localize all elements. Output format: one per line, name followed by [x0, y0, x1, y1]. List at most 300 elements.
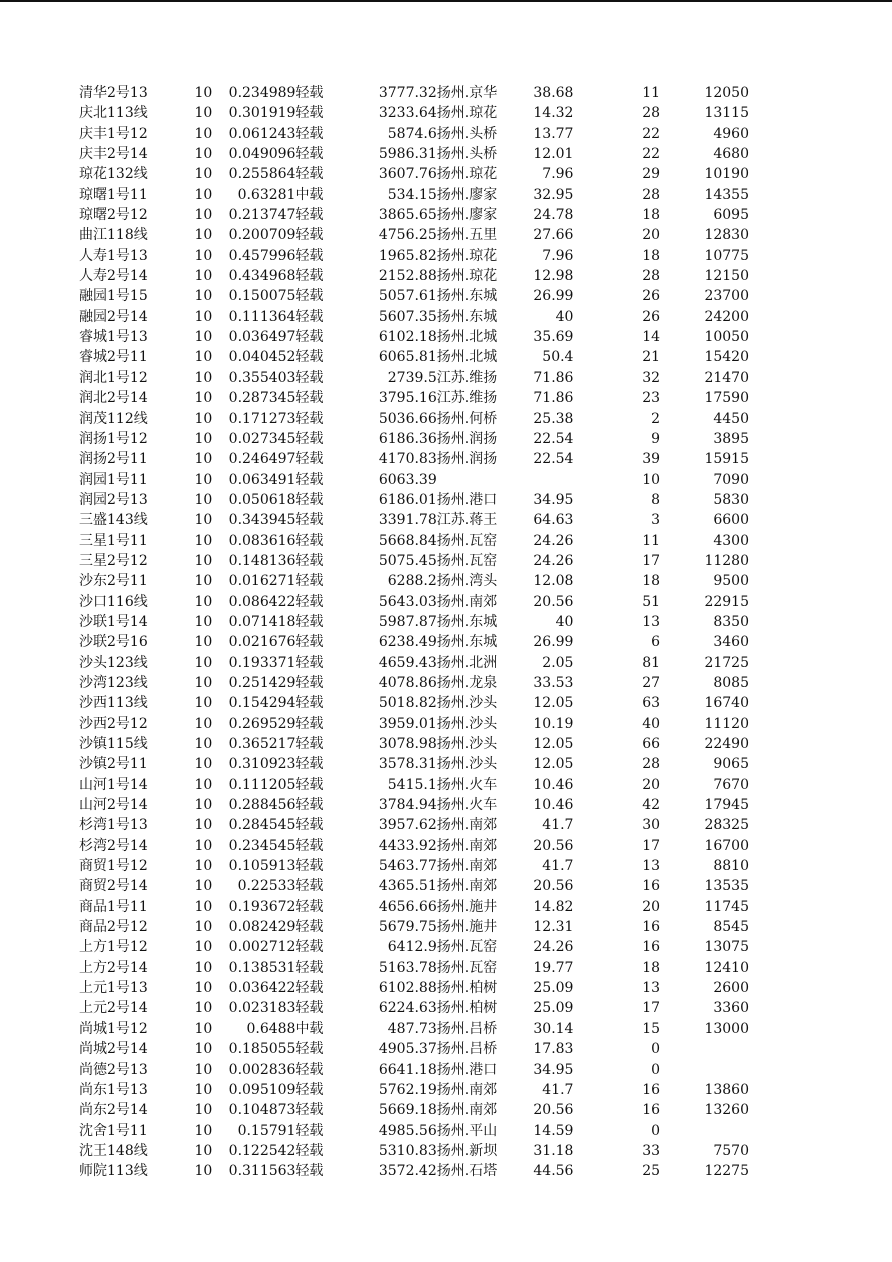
voltage-cell: 10: [194, 491, 213, 508]
load-ratio-cell: 0.148136: [228, 552, 296, 569]
line-name-cell: 沙联2号16: [79, 634, 148, 651]
capacity-cell: 3078.98: [378, 736, 437, 752]
total-cell: 17590: [704, 390, 749, 407]
total-cell: 23700: [704, 288, 749, 305]
voltage-cell: 10: [194, 390, 213, 407]
length-cell: 12.05: [533, 756, 574, 773]
load-ratio-cell: 0.021676: [228, 634, 296, 651]
capacity-cell: 5310.83: [378, 1142, 437, 1159]
load-ratio-cell: 0.050618: [228, 491, 296, 508]
table-row: [79, 734, 749, 754]
substation-cell: 扬州.琼花: [436, 166, 498, 183]
load-ratio-cell: 0.269529: [228, 715, 296, 732]
load-ratio-cell: 0.457996: [228, 247, 296, 264]
voltage-cell: 10: [194, 1041, 213, 1058]
length-cell: 13.77: [533, 125, 574, 142]
count-cell: 28: [642, 756, 661, 773]
length-cell: 34.95: [533, 1061, 574, 1078]
load-status-cell: 轻载: [295, 715, 324, 732]
voltage-cell: 10: [194, 898, 213, 915]
capacity-cell: 5668.84: [378, 532, 437, 549]
table-row: [79, 571, 749, 591]
load-ratio-cell: 0.185055: [228, 1041, 296, 1058]
length-cell: 7.96: [542, 166, 574, 183]
substation-cell: 扬州.何桥: [436, 410, 498, 427]
total-cell: 3895: [713, 430, 749, 447]
substation-cell: [437, 470, 517, 490]
count-cell: 3: [651, 512, 661, 529]
line-name-cell: 润北2号14: [79, 390, 148, 407]
table-row: [79, 693, 749, 713]
load-ratio-cell: 0.255864: [228, 166, 296, 183]
load-ratio-cell: 0.138531: [228, 959, 296, 976]
load-status-cell: 轻载: [295, 308, 324, 325]
line-name-cell: 三盛143线: [79, 512, 148, 529]
voltage-cell: 10: [194, 410, 213, 427]
load-ratio-cell: 0.150075: [228, 288, 296, 305]
line-name-cell: 润茂112线: [79, 410, 148, 427]
length-cell: 26.99: [533, 288, 574, 305]
count-cell: 20: [642, 898, 661, 915]
line-name-cell: 杉湾2号14: [79, 837, 148, 854]
length-cell: 12.31: [533, 919, 574, 936]
count-cell: 81: [642, 654, 661, 671]
substation-cell: 扬州.沙头: [436, 715, 498, 732]
substation-cell: 扬州.东城: [436, 308, 498, 325]
total-cell: 13075: [704, 939, 749, 956]
length-cell: 12.05: [533, 736, 574, 752]
voltage-cell: 10: [194, 451, 213, 468]
substation-cell: 扬州.东城: [436, 613, 498, 630]
voltage-cell: 10: [194, 695, 213, 712]
count-cell: 40: [642, 715, 661, 732]
line-name-cell: 润园2号13: [79, 491, 148, 508]
table-row: [79, 795, 749, 815]
table-row: [79, 612, 749, 632]
voltage-cell: 10: [194, 715, 213, 732]
page-top-border: [0, 0, 892, 2]
voltage-cell: 10: [194, 797, 213, 814]
length-cell: 10.19: [533, 715, 574, 732]
table-row: [79, 103, 749, 123]
load-status-cell: 轻载: [295, 980, 324, 997]
load-ratio-cell: 0.15791: [237, 1122, 296, 1139]
voltage-cell: 10: [194, 654, 213, 671]
total-cell: 16740: [704, 695, 749, 712]
substation-cell: 江苏.蒋王: [436, 512, 498, 529]
capacity-cell: 5057.61: [378, 288, 437, 305]
count-cell: 15: [642, 1020, 661, 1037]
table-row: [79, 917, 749, 937]
load-ratio-cell: 0.086422: [228, 593, 296, 610]
table-row: [79, 1100, 749, 1120]
line-name-cell: 睿城1号13: [79, 329, 148, 346]
load-ratio-cell: 0.301919: [228, 105, 296, 122]
voltage-cell: 10: [194, 1061, 213, 1078]
line-name-cell: 师院113线: [79, 1163, 148, 1180]
substation-cell: 扬州.琼花: [436, 268, 498, 285]
table-row: [79, 876, 749, 896]
capacity-cell: 5036.66: [378, 410, 437, 427]
length-cell: [517, 470, 574, 490]
load-status-cell: 轻载: [295, 837, 324, 854]
table-row: [79, 327, 749, 347]
line-name-cell: 上方1号12: [79, 939, 148, 956]
length-cell: 24.26: [533, 939, 574, 956]
capacity-cell: 3777.32: [378, 85, 437, 101]
line-name-cell: 杉湾1号13: [79, 817, 148, 834]
load-status-cell: 轻载: [295, 797, 324, 814]
length-cell: 12.05: [533, 695, 574, 712]
length-cell: 41.7: [542, 817, 574, 834]
load-ratio-cell: 0.234989: [228, 85, 296, 101]
line-name-cell: 商品1号11: [79, 898, 148, 915]
load-ratio-cell: 0.154294: [228, 695, 296, 712]
line-name-cell: 尚城2号14: [79, 1041, 148, 1058]
voltage-cell: 10: [194, 512, 213, 529]
substation-cell: 扬州.沙头: [436, 695, 498, 712]
load-ratio-cell: 0.122542: [228, 1142, 296, 1159]
load-ratio-cell: 0.071418: [228, 613, 296, 630]
total-cell: [660, 1060, 749, 1080]
substation-cell: 扬州.瓦窑: [436, 532, 498, 549]
substation-cell: 扬州.港口: [436, 1061, 498, 1078]
line-name-cell: 商品2号12: [79, 919, 148, 936]
count-cell: 18: [642, 573, 661, 590]
total-cell: 8545: [713, 919, 749, 936]
voltage-cell: 10: [194, 1020, 213, 1037]
total-cell: 13000: [704, 1020, 749, 1037]
length-cell: 12.98: [533, 268, 574, 285]
total-cell: 9065: [713, 756, 749, 773]
length-cell: 22.54: [533, 430, 574, 447]
capacity-cell: 3391.78: [378, 512, 437, 529]
line-name-cell: 润扬1号12: [79, 430, 148, 447]
line-name-cell: 商贸2号14: [79, 878, 148, 895]
capacity-cell: 5463.77: [378, 858, 437, 875]
load-ratio-cell: 0.171273: [228, 410, 296, 427]
load-ratio-cell: 0.111205: [228, 776, 296, 793]
line-name-cell: 润扬2号11: [79, 451, 148, 468]
line-name-cell: 山河1号14: [79, 776, 148, 793]
length-cell: 19.77: [533, 959, 574, 976]
table-row: [79, 551, 749, 571]
voltage-cell: 10: [194, 980, 213, 997]
load-status-cell: 轻载: [295, 390, 324, 407]
voltage-cell: 10: [194, 308, 213, 325]
count-cell: 13: [642, 980, 661, 997]
total-cell: 10775: [704, 247, 749, 264]
line-name-cell: 润园1号11: [79, 471, 148, 488]
capacity-cell: 3233.64: [378, 105, 437, 122]
line-name-cell: 上元2号14: [79, 1000, 148, 1017]
line-name-cell: 沈舍1号11: [79, 1122, 148, 1139]
load-status-cell: 轻载: [295, 491, 324, 508]
table-row: [79, 958, 749, 978]
total-cell: 16700: [704, 837, 749, 854]
length-cell: 12.08: [533, 573, 574, 590]
total-cell: 12830: [704, 227, 749, 244]
load-ratio-cell: 0.193371: [228, 654, 296, 671]
load-ratio-cell: 0.284545: [228, 817, 296, 834]
load-status-cell: 轻载: [295, 512, 324, 529]
voltage-cell: 10: [194, 593, 213, 610]
table-row: [79, 673, 749, 693]
line-name-cell: 沙镇115线: [79, 736, 148, 752]
substation-cell: 扬州.北洲: [436, 654, 498, 671]
table-row: [79, 1019, 749, 1039]
load-ratio-cell: 0.434968: [228, 268, 296, 285]
count-cell: 28: [642, 268, 661, 285]
load-status-cell: 轻载: [295, 1000, 324, 1017]
length-cell: 32.95: [533, 186, 574, 203]
total-cell: [660, 1039, 749, 1059]
voltage-cell: 10: [194, 349, 213, 366]
total-cell: 8810: [713, 858, 749, 875]
load-ratio-cell: 0.104873: [228, 1102, 296, 1119]
capacity-cell: 3865.65: [378, 207, 437, 224]
load-ratio-cell: 0.095109: [228, 1081, 296, 1098]
substation-cell: 扬州.南郊: [436, 593, 498, 610]
substation-cell: 扬州.润扬: [436, 430, 498, 447]
total-cell: 7090: [713, 471, 749, 488]
length-cell: 64.63: [533, 512, 574, 529]
count-cell: 17: [642, 837, 661, 854]
capacity-cell: 5607.35: [378, 308, 437, 325]
load-status-cell: 轻载: [295, 207, 324, 224]
capacity-cell: 1965.82: [378, 247, 437, 264]
length-cell: 25.09: [533, 1000, 574, 1017]
line-name-cell: 尚德2号13: [79, 1061, 148, 1078]
substation-cell: 扬州.新坝: [436, 1142, 498, 1159]
load-status-cell: 轻载: [295, 878, 324, 895]
substation-cell: 扬州.北城: [436, 329, 498, 346]
voltage-cell: 10: [194, 919, 213, 936]
substation-cell: 扬州.龙泉: [436, 674, 498, 691]
total-cell: 6600: [713, 512, 749, 529]
table-row: [79, 490, 749, 510]
load-ratio-cell: 0.063491: [228, 471, 296, 488]
capacity-cell: 6288.2: [387, 573, 437, 590]
total-cell: 8085: [713, 674, 749, 691]
count-cell: 9: [651, 430, 661, 447]
count-cell: 13: [642, 613, 661, 630]
load-status-cell: 轻载: [295, 125, 324, 142]
line-name-cell: 融园2号14: [79, 308, 148, 325]
capacity-cell: 5643.03: [378, 593, 437, 610]
count-cell: 16: [642, 878, 661, 895]
table-row: [79, 1060, 749, 1080]
substation-cell: 扬州.瓦窑: [436, 939, 498, 956]
substation-cell: 扬州.平山: [436, 1122, 498, 1139]
load-status-cell: 轻载: [295, 776, 324, 793]
count-cell: 18: [642, 247, 661, 264]
voltage-cell: 10: [194, 186, 213, 203]
load-status-cell: 轻载: [295, 695, 324, 712]
load-status-cell: 轻载: [295, 898, 324, 915]
capacity-cell: 5874.6: [387, 125, 437, 142]
table-row: [79, 856, 749, 876]
total-cell: 12050: [704, 85, 749, 101]
voltage-cell: 10: [194, 1122, 213, 1139]
count-cell: 0: [651, 1041, 661, 1058]
load-status-cell: 轻载: [295, 858, 324, 875]
line-name-cell: 上元1号13: [79, 980, 148, 997]
capacity-cell: 5075.45: [378, 552, 437, 569]
line-name-cell: 沙湾123线: [79, 674, 148, 691]
voltage-cell: 10: [194, 329, 213, 346]
length-cell: 10.46: [533, 797, 574, 814]
substation-cell: 扬州.琼花: [436, 105, 498, 122]
voltage-cell: 10: [194, 166, 213, 183]
capacity-cell: 6641.18: [378, 1061, 437, 1078]
substation-cell: 扬州.沙头: [436, 756, 498, 773]
length-cell: 20.56: [533, 1102, 574, 1119]
voltage-cell: 10: [194, 146, 213, 163]
voltage-cell: 10: [194, 878, 213, 895]
table-row: [79, 897, 749, 917]
total-cell: 24200: [704, 308, 749, 325]
count-cell: 0: [651, 1122, 661, 1139]
total-cell: 28325: [704, 817, 749, 834]
substation-cell: 扬州.吕桥: [436, 1041, 498, 1058]
voltage-cell: 10: [194, 552, 213, 569]
table-row: [79, 286, 749, 306]
capacity-cell: 534.15: [387, 186, 437, 203]
voltage-cell: 10: [194, 756, 213, 773]
count-cell: 27: [642, 674, 661, 691]
capacity-cell: 5762.19: [378, 1081, 437, 1098]
count-cell: 17: [642, 552, 661, 569]
length-cell: 40: [555, 613, 574, 630]
count-cell: 39: [642, 451, 661, 468]
voltage-cell: 10: [194, 959, 213, 976]
line-name-cell: 庆北113线: [79, 105, 148, 122]
line-name-cell: 庆丰2号14: [79, 146, 148, 163]
load-ratio-cell: 0.288456: [228, 797, 296, 814]
load-status-cell: 轻载: [295, 552, 324, 569]
load-ratio-cell: 0.105913: [228, 858, 296, 875]
voltage-cell: 10: [194, 288, 213, 305]
count-cell: 10: [642, 471, 661, 488]
length-cell: 24.78: [533, 207, 574, 224]
length-cell: 20.56: [533, 593, 574, 610]
count-cell: 16: [642, 1081, 661, 1098]
load-ratio-cell: 0.002836: [228, 1061, 296, 1078]
load-ratio-cell: 0.049096: [228, 146, 296, 163]
load-ratio-cell: 0.343945: [228, 512, 296, 529]
voltage-cell: 10: [194, 817, 213, 834]
voltage-cell: 10: [194, 674, 213, 691]
count-cell: 33: [642, 1142, 661, 1159]
load-ratio-cell: 0.246497: [228, 451, 296, 468]
voltage-cell: 10: [194, 247, 213, 264]
capacity-cell: 4078.86: [378, 674, 437, 691]
load-status-cell: 轻载: [295, 471, 324, 488]
line-name-cell: 三星1号11: [79, 532, 148, 549]
load-status-cell: 轻载: [295, 1081, 324, 1098]
substation-cell: 扬州.火车: [436, 776, 498, 793]
load-status-cell: 轻载: [295, 1061, 324, 1078]
count-cell: 51: [642, 593, 661, 610]
load-ratio-cell: 0.083616: [228, 532, 296, 549]
table-row: [79, 266, 749, 286]
table-row: [79, 1141, 749, 1161]
total-cell: 12275: [704, 1163, 749, 1180]
table-row: [79, 429, 749, 449]
substation-cell: 扬州.火车: [436, 797, 498, 814]
line-name-cell: 琼花132线: [79, 166, 148, 183]
table-row: [79, 83, 749, 103]
total-cell: 7670: [713, 776, 749, 793]
count-cell: 22: [642, 146, 661, 163]
substation-cell: 扬州.柏树: [436, 1000, 498, 1017]
capacity-cell: 4985.56: [378, 1122, 437, 1139]
load-ratio-cell: 0.111364: [228, 308, 296, 325]
voltage-cell: 10: [194, 634, 213, 651]
count-cell: 18: [642, 207, 661, 224]
load-status-cell: 轻载: [295, 573, 324, 590]
load-status-cell: 中载: [295, 1020, 324, 1037]
load-status-cell: 轻载: [295, 85, 324, 101]
load-ratio-cell: 0.365217: [228, 736, 296, 752]
substation-cell: 扬州.北城: [436, 349, 498, 366]
line-name-cell: 人寿1号13: [79, 247, 148, 264]
table-row: [79, 470, 749, 490]
count-cell: 16: [642, 939, 661, 956]
capacity-cell: 4905.37: [378, 1041, 437, 1058]
line-name-cell: 睿城2号11: [79, 349, 148, 366]
capacity-cell: 4659.43: [378, 654, 437, 671]
count-cell: 11: [642, 532, 661, 549]
count-cell: 8: [651, 491, 661, 508]
voltage-cell: 10: [194, 1000, 213, 1017]
capacity-cell: 6412.9: [387, 939, 437, 956]
length-cell: 40: [555, 308, 574, 325]
length-cell: 31.18: [533, 1142, 574, 1159]
length-cell: 71.86: [533, 390, 574, 407]
line-name-cell: 沙镇2号11: [79, 756, 148, 773]
table-row: [79, 1039, 749, 1059]
substation-cell: 扬州.港口: [436, 491, 498, 508]
voltage-cell: 10: [194, 573, 213, 590]
substation-cell: 扬州.琼花: [436, 247, 498, 264]
capacity-cell: 6102.88: [378, 980, 437, 997]
voltage-cell: 10: [194, 939, 213, 956]
capacity-cell: 4365.51: [378, 878, 437, 895]
length-cell: 41.7: [542, 1081, 574, 1098]
total-cell: 9500: [713, 573, 749, 590]
substation-cell: 扬州.施井: [436, 919, 498, 936]
substation-cell: 扬州.柏树: [436, 980, 498, 997]
capacity-cell: 6186.36: [378, 430, 437, 447]
load-status-cell: 轻载: [295, 451, 324, 468]
count-cell: 63: [642, 695, 661, 712]
substation-cell: 扬州.廖家: [436, 186, 498, 203]
table-row: [79, 124, 749, 144]
capacity-cell: 4656.66: [378, 898, 437, 915]
load-status-cell: 轻载: [295, 532, 324, 549]
table-row: [79, 164, 749, 184]
line-name-cell: 琼曙1号11: [79, 186, 148, 203]
table-row: [79, 937, 749, 957]
total-cell: 13535: [704, 878, 749, 895]
length-cell: 10.46: [533, 776, 574, 793]
load-status-cell: 轻载: [295, 959, 324, 976]
length-cell: 17.83: [533, 1041, 574, 1058]
table-row: [79, 1161, 749, 1181]
total-cell: 4450: [713, 410, 749, 427]
